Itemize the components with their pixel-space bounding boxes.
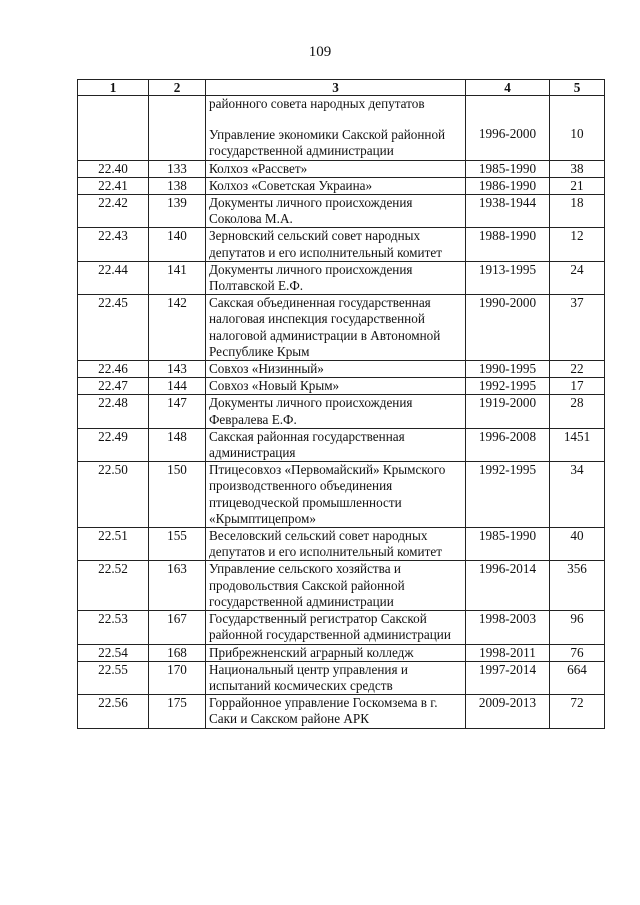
file-count-cell: 22 <box>550 361 605 378</box>
page-number: 109 <box>308 44 332 60</box>
years-spacer-2 <box>469 111 546 126</box>
years-cell: 1998-2003 <box>466 611 550 644</box>
file-count-cell: 664 <box>550 661 605 694</box>
years-cell: 1997-2014 <box>466 661 550 694</box>
continuation-row <box>78 96 605 161</box>
archive-fund-table <box>77 79 605 729</box>
table-row <box>78 561 605 611</box>
continuation-count-cell <box>550 96 605 161</box>
continuation-years-cell <box>466 96 550 161</box>
fund-title-cell: Колхоз «Советская Украина» <box>206 177 466 194</box>
table-row <box>78 661 605 694</box>
fund-number-cell: 168 <box>149 644 206 661</box>
entry-number-cell: 22.43 <box>78 228 149 261</box>
years-cell: 1990-1995 <box>466 361 550 378</box>
years-cell: 1985-1990 <box>466 160 550 177</box>
file-count-cell: 28 <box>550 395 605 428</box>
fund-title-cell: Птицесовхоз «Первомайский» Крымского производственного объединения птицеводческой промышленности «Крымптицепром» <box>206 462 466 528</box>
table-row <box>78 195 605 228</box>
file-count-cell: 18 <box>550 195 605 228</box>
entry-number-cell: 22.52 <box>78 561 149 611</box>
fund-title-cell: Прибрежненский аграрный колледж <box>206 644 466 661</box>
years-cell: 1998-2011 <box>466 644 550 661</box>
years-cell: 1985-1990 <box>466 528 550 561</box>
table-row <box>78 177 605 194</box>
table-row <box>78 695 605 728</box>
file-count-cell: 37 <box>550 295 605 361</box>
table-header-row <box>78 80 605 96</box>
fund-number-cell: 167 <box>149 611 206 644</box>
file-count-cell: 34 <box>550 462 605 528</box>
table-row <box>78 295 605 361</box>
years-cell: 1938-1944 <box>466 195 550 228</box>
years-cell: 1992-1995 <box>466 378 550 395</box>
years-cell: 1996-2008 <box>466 428 550 461</box>
column-header-2: 2 <box>149 80 206 96</box>
years-cell: 2009-2013 <box>466 695 550 728</box>
entry-number-cell: 22.48 <box>78 395 149 428</box>
entry-number-cell: 22.50 <box>78 462 149 528</box>
years-cell: 1919-2000 <box>466 395 550 428</box>
continuation-fund-cell <box>149 96 206 161</box>
entry-number-cell: 22.55 <box>78 661 149 694</box>
fund-title-cell: Документы личного происхождения Соколова М.А. <box>206 195 466 228</box>
years-cell: 1988-1990 <box>466 228 550 261</box>
fund-title-cell: Веселовский сельский совет народных депутатов и его исполнительный комитет <box>206 528 466 561</box>
continuation-line: районного совета народных депутатов <box>209 96 425 111</box>
table-row <box>78 228 605 261</box>
entry-number-cell: 22.47 <box>78 378 149 395</box>
continuation-num-cell <box>78 96 149 161</box>
entry-number-cell: 22.40 <box>78 160 149 177</box>
entry-number-cell: 22.54 <box>78 644 149 661</box>
fund-title-cell: Зерновский сельский совет народных депутатов и его исполнительный комитет <box>206 228 466 261</box>
file-count-cell: 21 <box>550 177 605 194</box>
count-spacer-2 <box>553 111 601 126</box>
fund-number-cell: 175 <box>149 695 206 728</box>
entry-number-cell: 22.41 <box>78 177 149 194</box>
file-count-cell: 40 <box>550 528 605 561</box>
entry-number-cell: 22.51 <box>78 528 149 561</box>
fund-title-cell: Документы личного происхождения Полтавской Е.Ф. <box>206 261 466 294</box>
fund-number-cell: 138 <box>149 177 206 194</box>
years-spacer-1 <box>469 96 546 111</box>
years-cell: 1990-2000 <box>466 295 550 361</box>
column-header-4: 4 <box>466 80 550 96</box>
fund-title-cell: Государственный регистратор Сакской районной государственной администрации <box>206 611 466 644</box>
fund-number-cell: 133 <box>149 160 206 177</box>
years-cell: 1986-1990 <box>466 177 550 194</box>
entry-number-cell: 22.45 <box>78 295 149 361</box>
entry-number-cell: 22.44 <box>78 261 149 294</box>
fund-number-cell: 141 <box>149 261 206 294</box>
fund-number-cell: 170 <box>149 661 206 694</box>
fund-number-cell: 150 <box>149 462 206 528</box>
fund-number-cell: 155 <box>149 528 206 561</box>
fund-number-cell: 142 <box>149 295 206 361</box>
fund-number-cell: 148 <box>149 428 206 461</box>
sub-entry-years: 1996-2000 <box>478 126 537 141</box>
fund-title-cell: Совхоз «Низинный» <box>206 361 466 378</box>
sub-entry-count: 10 <box>570 126 584 141</box>
fund-title-cell: Управление сельского хозяйства и продовольствия Сакской районной государственной администрации <box>206 561 466 611</box>
fund-title-cell: Сакская объединенная государственная налоговая инспекция государственной налоговой администрации в Автономной Республике Крым <box>206 295 466 361</box>
fund-title-cell: Национальный центр управления и испытаний космических средств <box>206 661 466 694</box>
fund-title-cell: Горрайонное управление Госкомзема в г. Саки и Сакском районе АРК <box>206 695 466 728</box>
fund-number-cell: 143 <box>149 361 206 378</box>
table-row <box>78 644 605 661</box>
fund-title-cell: Документы личного происхождения Февралева Е.Ф. <box>206 395 466 428</box>
continuation-title-cell <box>206 96 466 161</box>
years-cell: 1996-2014 <box>466 561 550 611</box>
file-count-cell: 72 <box>550 695 605 728</box>
years-cell: 1992-1995 <box>466 462 550 528</box>
fund-number-cell: 147 <box>149 395 206 428</box>
fund-title-cell: Сакская районная государственная администрация <box>206 428 466 461</box>
file-count-cell: 96 <box>550 611 605 644</box>
file-count-cell: 1451 <box>550 428 605 461</box>
table-row <box>78 428 605 461</box>
entry-number-cell: 22.53 <box>78 611 149 644</box>
fund-title-cell: Колхоз «Рассвет» <box>206 160 466 177</box>
file-count-cell: 356 <box>550 561 605 611</box>
file-count-cell: 24 <box>550 261 605 294</box>
table-row <box>78 160 605 177</box>
file-count-cell: 38 <box>550 160 605 177</box>
file-count-cell: 76 <box>550 644 605 661</box>
continuation-spacer <box>209 112 462 127</box>
table-row <box>78 261 605 294</box>
file-count-cell: 17 <box>550 378 605 395</box>
column-header-1: 1 <box>78 80 149 96</box>
entry-number-cell: 22.46 <box>78 361 149 378</box>
entry-number-cell: 22.56 <box>78 695 149 728</box>
fund-title-cell: Совхоз «Новый Крым» <box>206 378 466 395</box>
entry-number-cell: 22.42 <box>78 195 149 228</box>
fund-number-cell: 140 <box>149 228 206 261</box>
column-header-3: 3 <box>206 80 466 96</box>
count-spacer-1 <box>553 96 601 111</box>
table-row <box>78 528 605 561</box>
column-header-5: 5 <box>550 80 605 96</box>
fund-number-cell: 144 <box>149 378 206 395</box>
table-row <box>78 611 605 644</box>
fund-number-cell: 163 <box>149 561 206 611</box>
fund-number-cell: 139 <box>149 195 206 228</box>
table-row <box>78 395 605 428</box>
sub-entry-title: Управление экономики Сакской районной государственной администрации <box>209 127 446 159</box>
file-count-cell: 12 <box>550 228 605 261</box>
table-row <box>78 378 605 395</box>
table-row <box>78 361 605 378</box>
years-cell: 1913-1995 <box>466 261 550 294</box>
table-row <box>78 462 605 528</box>
entry-number-cell: 22.49 <box>78 428 149 461</box>
